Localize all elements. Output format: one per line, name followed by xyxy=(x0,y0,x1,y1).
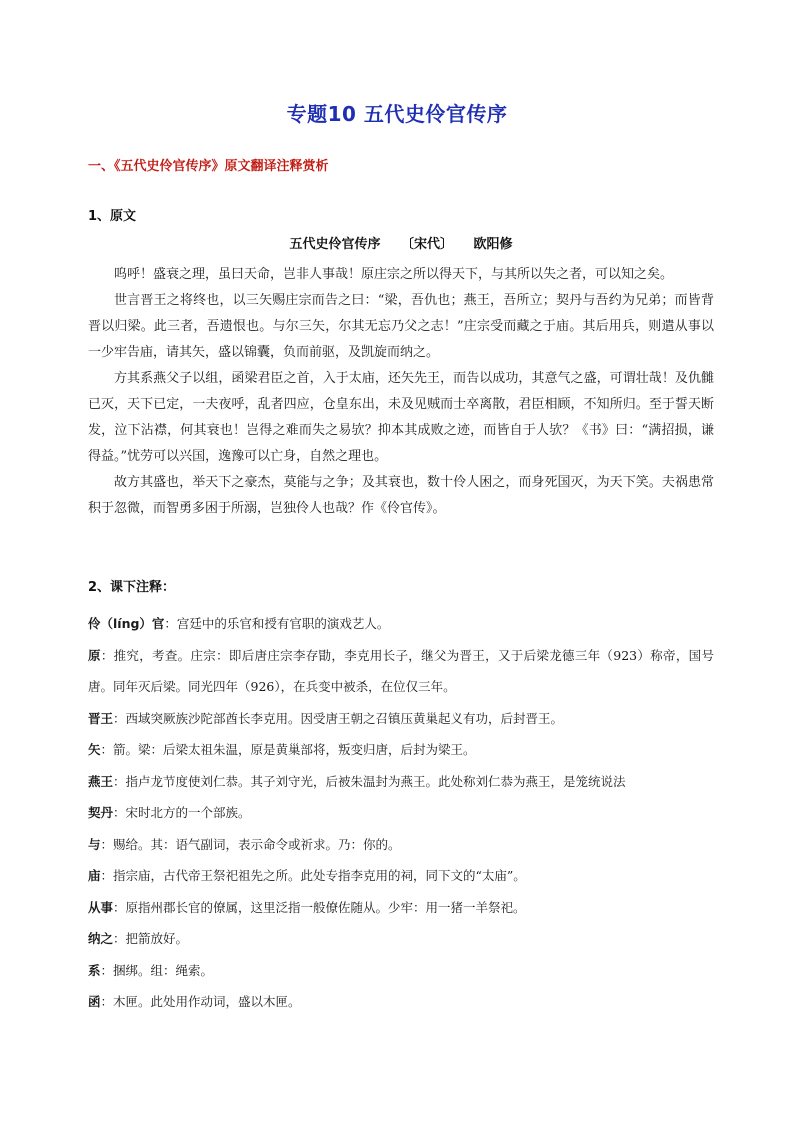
poem-author: 欧阳修 xyxy=(473,237,513,252)
note-term: 系 xyxy=(88,962,101,978)
note-term: 燕王 xyxy=(88,773,114,789)
section-heading: 一、《五代史伶官传序》原文翻译注释赏析 xyxy=(88,159,329,174)
paragraph: 方其系燕父子以组，函梁君臣之首，入于太庙，还矢先王，而告以成功，其意气之盛，可谓壮哉！及仇雠已灭，天下已定，一夫夜呼，乱者四应，仓皇东出，未及见贼而士卒离散，君臣相顾，不知所归。至于誓天断发，泣下沾襟，何其衰也！岂得之难而失之易欤？抑本其成败之迹，而皆自于人欤？《书》曰：“满招损，谦得益。”忧劳可以兴国，逸豫可以亡身，自然之理也。 xyxy=(88,371,714,464)
note-term: 从事 xyxy=(88,899,114,915)
note-item xyxy=(88,860,714,892)
note-term: 纳之 xyxy=(88,931,114,946)
note-text: ：西域突厥族沙陀部酋长李克用。因受唐王朝之召镇压黄巢起义有功，后封晋王。 xyxy=(113,710,564,726)
note-item xyxy=(88,829,714,861)
paragraph: 呜呼！盛衰之理，虽曰天命，岂非人事哉！原庄宗之所以得天下，与其所以失之者，可以知之矣。 xyxy=(114,267,674,282)
note-term: 原 xyxy=(88,647,101,663)
poem-dynasty: 〔宋代〕 xyxy=(400,237,453,252)
note-item xyxy=(88,892,714,924)
subsection-original-text: 1、原文 xyxy=(88,209,137,224)
subsection-notes: 2、课下注释： xyxy=(88,580,176,595)
note-item xyxy=(88,955,714,987)
poem-heading xyxy=(88,233,714,252)
note-text: ：指卢龙节度使刘仁恭。其子刘守光，后被朱温封为燕王。此处称刘仁恭为燕王，是笼统说法 xyxy=(113,773,626,789)
note-text: ：把箭放好。 xyxy=(113,931,189,946)
note-term: 与 xyxy=(88,836,101,852)
note-item xyxy=(88,640,714,703)
note-text: ：赐给。其：语气副词，表示命令或祈求。乃：你的。 xyxy=(100,836,401,852)
note-text: ：原指州郡长官的僚属，这里泛指一般僚佐随从。少牢：用一猪一羊祭祀。 xyxy=(113,899,526,915)
note-item xyxy=(88,986,714,1018)
poem-title: 五代史伶官传序 xyxy=(289,237,381,252)
note-item xyxy=(88,703,714,735)
note-text: ：推究，考查。庄宗：即后唐庄宗李存勖，李克用长子，继父为晋王，又于后梁龙德三年（923）称帝，国号唐。同年灭后梁。同光四年（926），在兵变中被杀，在位仅三年。 xyxy=(88,647,714,694)
note-term: 晋王 xyxy=(88,710,114,726)
note-item xyxy=(88,608,714,640)
original-text xyxy=(88,262,714,522)
note-text: ：木匣。此处用作动词，盛以木匣。 xyxy=(100,994,301,1009)
note-text: ：指宗庙，古代帝王祭祀祖先之所。此处专指李克用的祠，同下文的“太庙”。 xyxy=(100,868,526,883)
note-item xyxy=(88,797,714,829)
paragraph: 故方其盛也，举天下之豪杰，莫能与之争；及其衰也，数十伶人困之，而身死国灭，为天下笑。夫祸患常积于忽微，而智勇多困于所溺，岂独伶人也哉？作《伶官传》。 xyxy=(88,475,714,516)
note-term: 伶（líng）官 xyxy=(88,616,165,631)
page-title: 专题10 五代史伶官传序 xyxy=(286,102,508,126)
note-term: 庙 xyxy=(88,868,101,883)
note-text: ：箭。梁：后梁太祖朱温，原是黄巢部将，叛变归唐，后封为梁王。 xyxy=(100,742,476,757)
note-text: ：宫廷中的乐官和授有官职的演戏艺人。 xyxy=(164,616,390,631)
note-term: 矢 xyxy=(88,742,101,757)
notes-list xyxy=(88,608,714,1018)
note-item xyxy=(88,923,714,955)
note-item xyxy=(88,766,714,798)
note-text: ：宋时北方的一个部族。 xyxy=(113,805,251,820)
note-item xyxy=(88,734,714,766)
note-term: 函 xyxy=(88,994,101,1009)
note-term: 契丹 xyxy=(88,805,114,820)
paragraph: 世言晋王之将终也，以三矢赐庄宗而告之曰：“梁，吾仇也；燕王，吾所立；契丹与吾约为兄弟；而皆背晋以归梁。此三者，吾遗恨也。与尔三矢，尔其无忘乃父之志！”庄宗受而藏之于庙。其后用兵，则遣从事以一少牢告庙，请其矢，盛以锦囊，负而前驱，及凯旋而纳之。 xyxy=(88,293,714,360)
note-text: ：捆绑。组：绳索。 xyxy=(100,962,214,978)
